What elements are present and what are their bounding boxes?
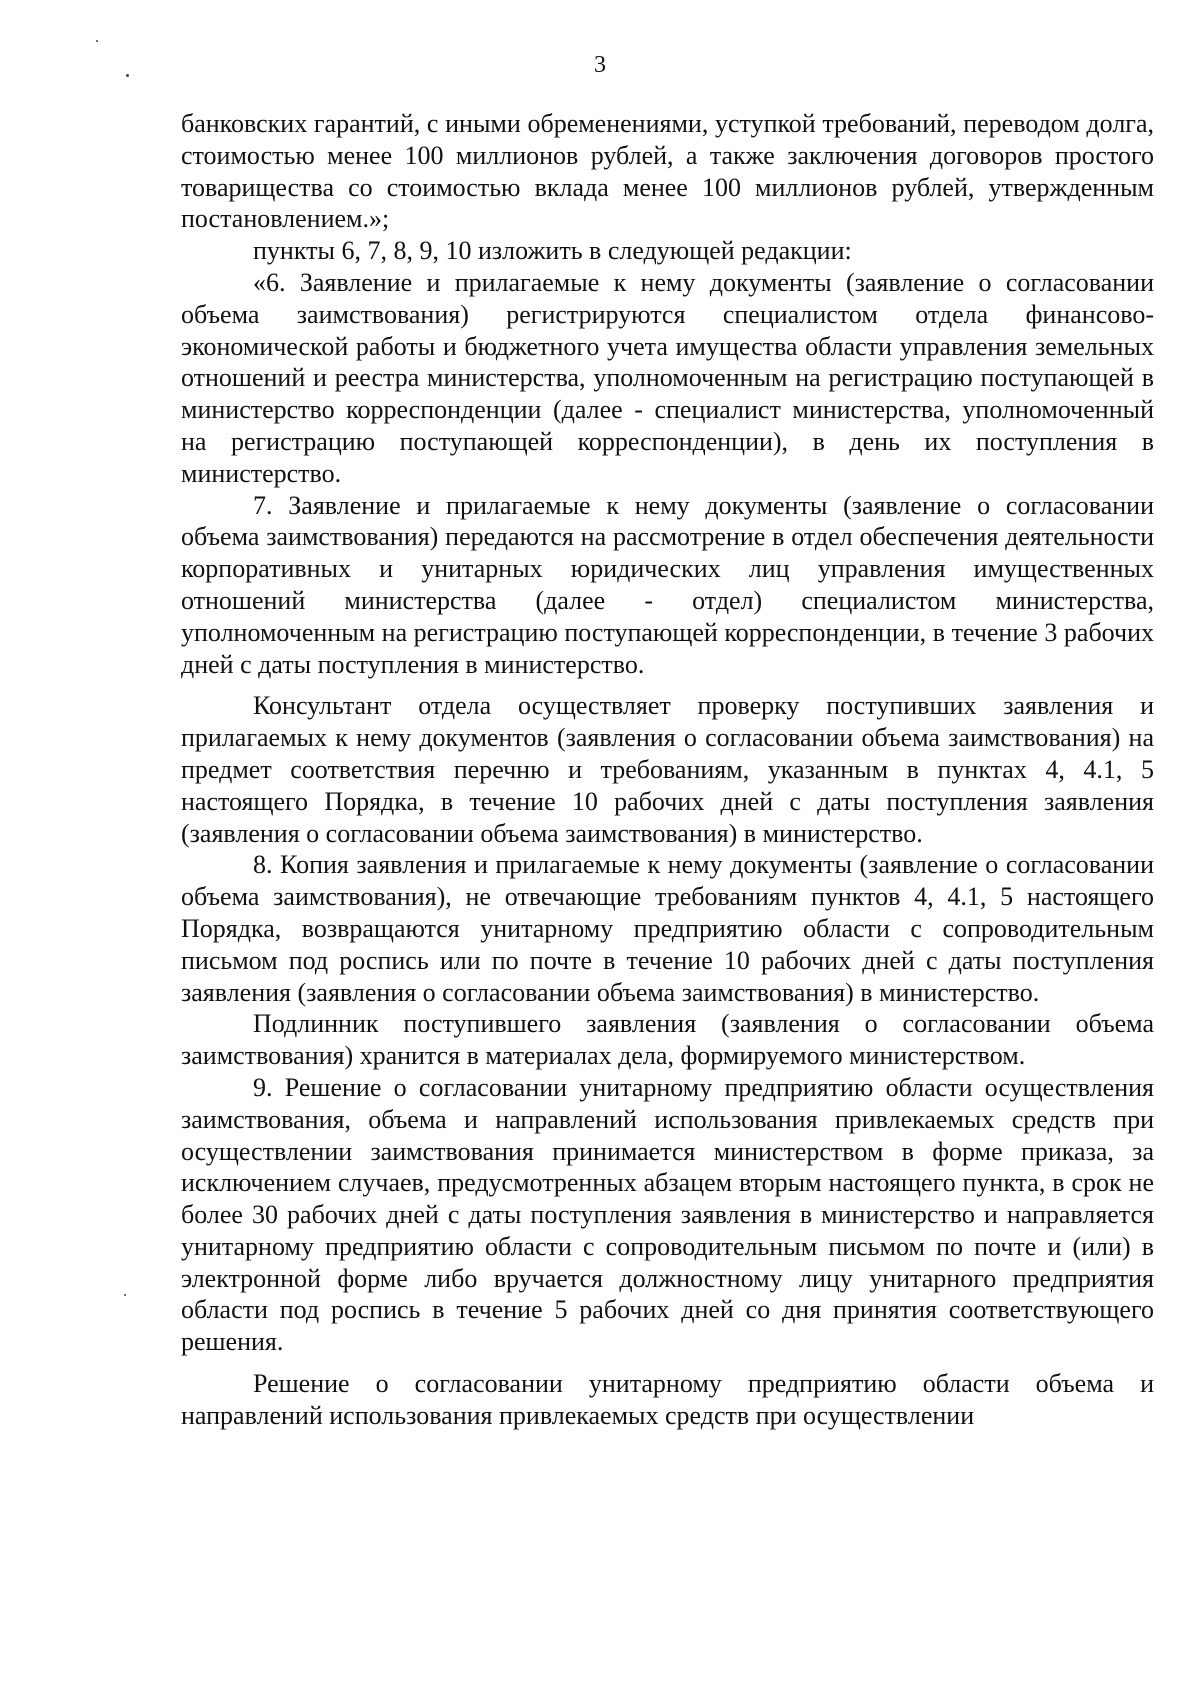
page-number: 3	[594, 52, 606, 78]
paragraph-item-8: 8. Копия заявления и прилагаемые к нему документы (заявление о согласовании объема заимствования), не отвечающие требованиям пунктов 4, 4.1, 5 настоящего Порядка, возвращаются унитарному предприятию области с сопроводительным письмом под роспись или по почте в течение 10 рабочих дней с даты поступления заявления (заявления о согласовании объема заимствования) в министерство.	[181, 850, 1154, 1007]
paragraph-item-9-decision: Решение о согласовании унитарному предприятию области объема и направлений использования привлекаемых средств при осуществлении	[181, 1369, 1154, 1430]
paragraph-item-7-consultant: Консультант отдела осуществляет проверку поступивших заявления и прилагаемых к нему документов (заявления о согласовании объема заимствования) на предмет соответствия перечню и требованиям, указанным в пунктах 4, 4.1, 5 настоящего Порядка, в течение 10 рабочих дней с даты поступления заявления (заявления о согласовании объема заимствования) в министерство.	[181, 691, 1154, 848]
paragraph-item-6: «6. Заявление и прилагаемые к нему документы (заявление о согласовании объема заимствования) регистрируются специалистом отдела финансово-экономической работы и бюджетного учета имущества области управления земельных отношений и реестра министерства, уполномоченным на регистрацию поступающей в министерство корреспонденции (далее - специалист министерства, уполномоченный на регистрацию поступающей корреспонденции), в день их поступления в министерство.	[181, 267, 1154, 488]
paragraph-amendment-intro: пункты 6, 7, 8, 9, 10 изложить в следующей редакции:	[253, 236, 852, 266]
paragraph-item-9: 9. Решение о согласовании унитарному предприятию области осуществления заимствования, объема и направлений использования привлекаемых средств при осуществлении заимствования принимается министерством в форме приказа, за исключением случаев, предусмотренных абзацем вторым настоящего пункта, в срок не более 30 рабочих дней с даты поступления заявления в министерство и направляется унитарному предприятию области с сопроводительным письмом по почте и (или) в электронной форме либо вручается должностному лицу унитарного предприятия области под роспись в течение 5 рабочих дней со дня принятия соответствующего решения.	[181, 1072, 1154, 1357]
paragraph-item-7: 7. Заявление и прилагаемые к нему документы (заявление о согласовании объема заимствования) передаются на рассмотрение в отдел обеспечения деятельности корпоративных и унитарных юридических лиц управления имущественных отношений министерства (далее - отдел) специалистом министерства, уполномоченным на регистрацию поступающей корреспонденции, в течение 3 рабочих дней с даты поступления в министерство.	[181, 490, 1154, 679]
paragraph-item-8-original: Подлинник поступившего заявления (заявления о согласовании объема заимствования) хранится в материалах дела, формируемого министерством.	[181, 1009, 1154, 1071]
scan-speck	[96, 40, 98, 42]
paragraph-continuation: банковских гарантий, с иными обременениями, уступкой требований, переводом долга, стоимостью менее 100 миллионов рублей, а также заключения договоров простого товарищества со стоимостью вклада менее 100 миллионов рублей, утвержденным постановлением.»;	[181, 109, 1154, 234]
document-body	[181, 108, 1154, 1432]
scan-speck	[124, 1294, 126, 1296]
